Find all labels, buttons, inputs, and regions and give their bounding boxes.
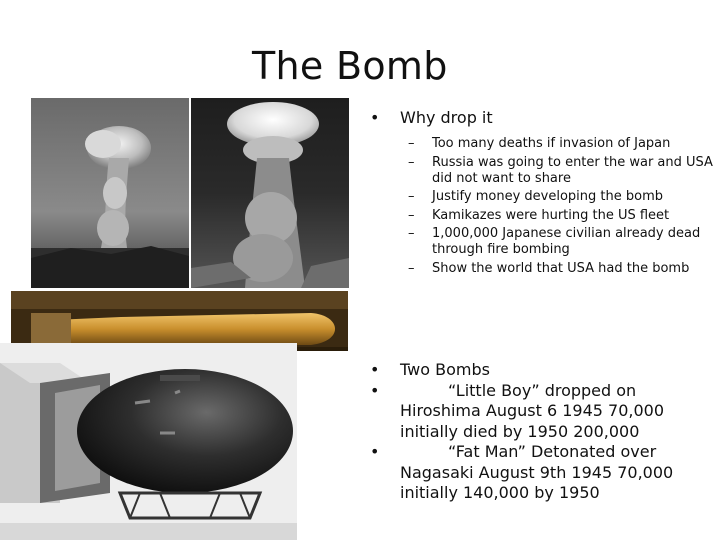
hiroshima-cloud-photo [31,98,189,288]
list-item: – 1,000,000 Japanese civilian already dead through fire bombing [408,226,701,257]
bullet-why-drop-it [370,108,715,128]
bullet-fat-man [370,442,715,504]
little-boy-bomb-photo [11,291,348,351]
list-item: – Too many deaths if invasion of Japan [408,136,671,151]
why-drop-it-section [370,108,715,279]
bombs-heading: Two Bombs [400,360,490,379]
why-heading: Why drop it [400,108,493,127]
list-item: – Justify money developing the bomb [408,189,663,204]
bullet-two-bombs [370,360,715,381]
bullet-icon: • [370,108,380,127]
little-boy-text: “Little Boy” dropped on Hiroshima August 6 1945 70,000 initially died by 1950 200,000 [400,380,665,441]
dash-icon: – [408,189,415,204]
fat-man-bomb-photo [0,343,297,540]
nagasaki-cloud-photo [191,98,349,288]
dash-icon: – [408,260,415,276]
slide-title: The Bomb [252,44,448,88]
dash-icon: – [408,226,415,241]
list-item: – Kamikazes were hurting the US fleet [408,207,670,223]
bullet-icon: • [370,360,380,379]
dash-icon: – [408,136,415,151]
bullet-icon: • [370,380,380,400]
bullet-little-boy [370,381,715,443]
reasons-list [370,136,715,277]
fat-man-text: “Fat Man” Detonated over Nagasaki August 9th 1945 70,000 initially 140,000 by 1950 [400,442,674,502]
list-item: – Russia was going to enter the war and USA did not want to share [408,154,713,186]
two-bombs-section [370,360,715,504]
dash-icon: – [408,154,415,170]
bullet-icon: • [370,442,380,461]
list-item: – Show the world that USA had the bomb [408,260,690,276]
dash-icon: – [408,207,415,223]
